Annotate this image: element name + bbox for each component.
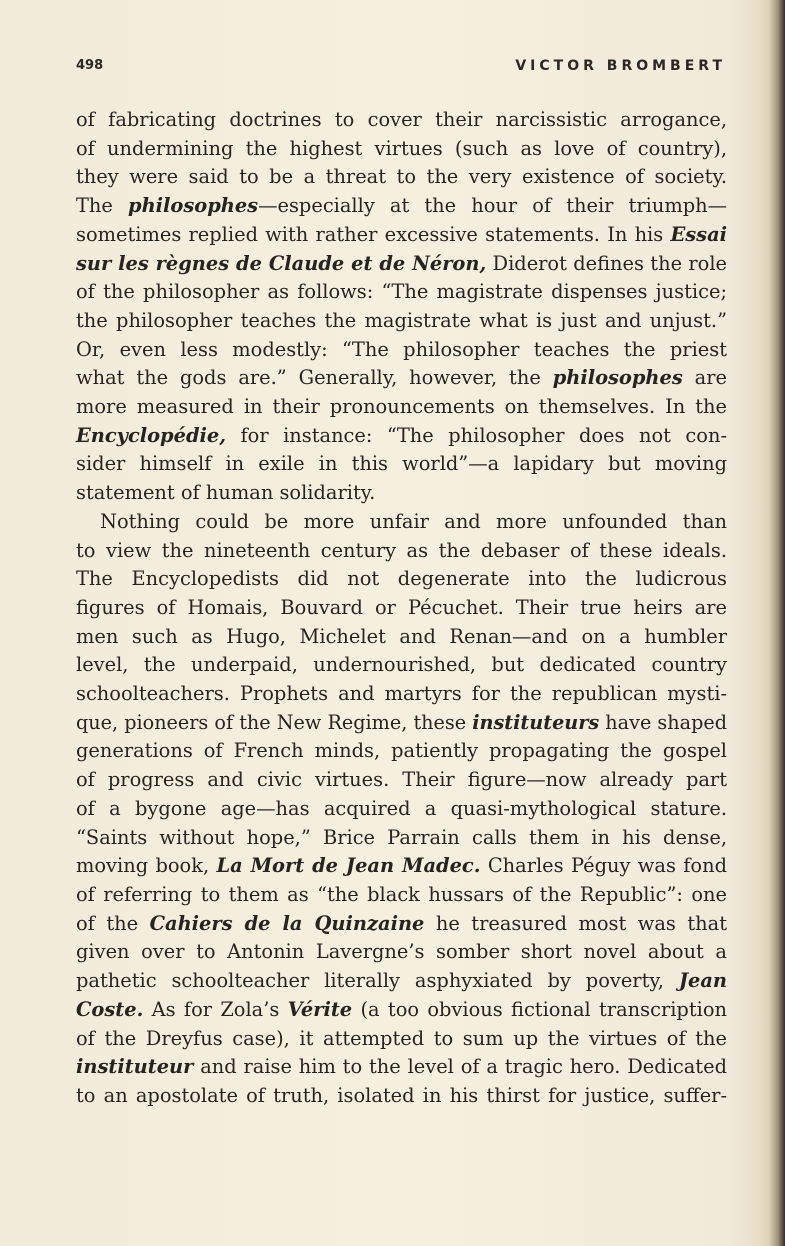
text-line: of the philosopher as follows: “The magistrate dispenses justice; bbox=[76, 280, 727, 304]
text-line: of a bygone age—has acquired a quasi-mythological stature. bbox=[76, 796, 727, 820]
text-line: moving book, La Mort de Jean Madec. Charles Péguy was fond bbox=[76, 854, 727, 878]
italic-title: Encyclopédie, bbox=[76, 423, 226, 447]
text-line: of progress and civic virtues. Their figure—now already part bbox=[76, 768, 727, 792]
italic-term: instituteurs bbox=[472, 710, 600, 734]
italic-term: instituteur bbox=[76, 1055, 194, 1079]
text-line: instituteur and raise him to the level of a tragic hero. Dedicated bbox=[76, 1055, 727, 1079]
text-line: Nothing could be more unfair and more unfounded than bbox=[100, 509, 727, 533]
italic-title: Coste. bbox=[76, 997, 144, 1021]
italic-title: Essai bbox=[670, 222, 727, 246]
text-line: more measured in their pronouncements on themselves. In the bbox=[76, 395, 727, 419]
italic-term: philosophes bbox=[552, 366, 683, 390]
text-line: sider himself in exile in this world”—a lapidary but moving bbox=[76, 452, 727, 476]
text-line: The Encyclopedists did not degenerate into the ludicrous bbox=[76, 567, 727, 591]
text-line: statement of human solidarity. bbox=[76, 481, 376, 505]
text-line: the philosopher teaches the magistrate what is just and unjust.” bbox=[76, 308, 727, 332]
text-line: generations of French minds, patiently propagating the gospel bbox=[76, 739, 727, 763]
page-edge-shadow bbox=[769, 0, 785, 1246]
running-head bbox=[76, 58, 726, 82]
text-line: figures of Homais, Bouvard or Pécuchet. Their true heirs are bbox=[76, 595, 727, 619]
text-line: given over to Antonin Lavergne’s somber short novel about a bbox=[76, 940, 727, 964]
text-line: pathetic schoolteacher literally asphyxiated by poverty, Jean bbox=[76, 969, 727, 993]
text-line: que, pioneers of the New Regime, these instituteurs have shaped bbox=[76, 710, 727, 734]
text-line: The philosophes—especially at the hour of their triumph— bbox=[76, 194, 727, 218]
text-line: of fabricating doctrines to cover their narcissistic arrogance, bbox=[76, 108, 727, 131]
text-line: to an apostolate of truth, isolated in his thirst for justice, suffer- bbox=[76, 1083, 727, 1107]
text-line: “Saints without hope,” Brice Parrain calls them in his dense, bbox=[76, 825, 727, 849]
page-number: 498 bbox=[76, 58, 104, 73]
italic-title: Cahiers de la Quinzaine bbox=[149, 911, 425, 935]
italic-title: La Mort de Jean Madec. bbox=[216, 854, 481, 878]
text-line: schoolteachers. Prophets and martyrs for the republican mysti- bbox=[76, 682, 727, 706]
italic-title: Jean bbox=[678, 969, 727, 993]
text-line: what the gods are.” Generally, however, the philosophes are bbox=[76, 366, 727, 390]
text-line: Coste. As for Zola’s Vérite (a too obvious fictional transcription bbox=[76, 997, 727, 1021]
italic-title: sur les règnes de Claude et de Néron, bbox=[76, 251, 487, 275]
running-head-author: VICTOR BROMBERT bbox=[515, 58, 726, 74]
text-line: men such as Hugo, Michelet and Renan—and on a humbler bbox=[76, 624, 727, 648]
text-line: of undermining the highest virtues (such as love of country), bbox=[76, 136, 727, 160]
text-line: of the Cahiers de la Quinzaine he treasured most was that bbox=[76, 911, 727, 935]
text-line: to view the nineteenth century as the debaser of these ideals. bbox=[76, 538, 727, 562]
text-line: of referring to them as “the black hussars of the Republic”: one bbox=[76, 882, 727, 906]
text-line: they were said to be a threat to the very existence of society. bbox=[76, 165, 727, 189]
text-line: Or, even less modestly: “The philosopher teaches the priest bbox=[76, 337, 727, 361]
text-line: of the Dreyfus case), it attempted to sum up the virtues of the bbox=[76, 1026, 727, 1050]
text-line: sometimes replied with rather excessive statements. In his Essai bbox=[76, 222, 727, 246]
text-line: level, the underpaid, undernourished, but dedicated country bbox=[76, 653, 727, 677]
italic-title: Vérite bbox=[287, 997, 353, 1021]
body-text bbox=[76, 106, 727, 1111]
italic-term: philosophes bbox=[128, 194, 259, 218]
text-line: Encyclopédie, for instance: “The philosopher does not con- bbox=[76, 423, 727, 447]
text-line: sur les règnes de Claude et de Néron, Diderot defines the role bbox=[76, 251, 727, 275]
